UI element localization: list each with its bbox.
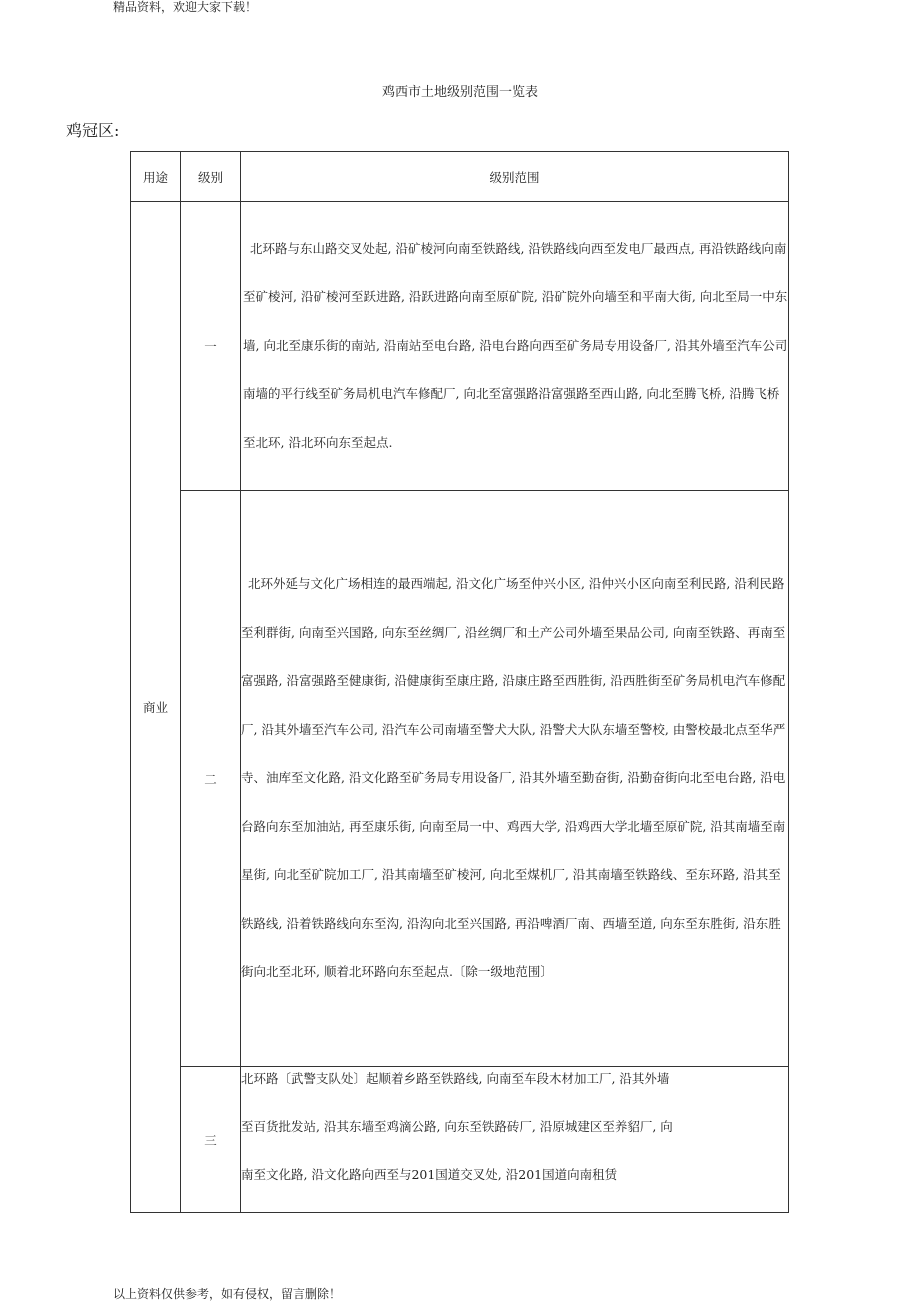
use-cell: 商业: [131, 202, 181, 1213]
table-row: [131, 491, 789, 1067]
range-cell: [241, 491, 789, 1067]
document-title: 鸡西市土地级别范围一览表: [381, 85, 538, 100]
header-use: 用途: [131, 152, 181, 202]
range-text: 北环路与东山路交叉处起, 沿矿棱河向南至铁路线, 沿铁路线向西至发电厂最西点, 再沿铁路线向南至矿棱河, 沿矿棱河至跃进路, 沿跃进路向南至原矿院, 沿矿院外向墙至和平南大街, 向北至局一中东墙, 向北至康乐街的南站, 沿南站至电台路, 沿电台路向西至矿务局专用设备厂, 沿其外墙至汽车公司南墙的平行线至矿务局机电汽车修配厂, 向北至富强路沿富强路至西山路, 向北至腾飞桥, 沿腾飞桥至北环, 沿北环向东至起点.: [243, 240, 788, 450]
header-range: 级别范围: [241, 152, 789, 202]
table-row: [131, 202, 789, 491]
range-text: 北环路〔武警支队处〕起顺着乡路至铁路线, 向南至车段木材加工厂, 沿其外墙至百货批发站, 沿其东墙至鸡滴公路, 向东至铁路砖厂, 沿原城建区至养貂厂, 向南至文化路, 沿文化路向西至与201国道交叉处, 沿201国道向南租赁: [241, 1071, 673, 1182]
range-cell: [241, 1067, 789, 1213]
header-level: 级别: [181, 152, 241, 202]
district-label: 鸡冠区:: [66, 121, 120, 140]
range-text: 北环外延与文化广场相连的最西端起, 沿文化广场至仲兴小区, 沿仲兴小区向南至利民路, 沿利民路至利群街, 向南至兴国路, 向东至丝绸厂, 沿丝绸厂和土产公司外墙至果品公司, 向南至铁路、再南至富强路, 沿富强路至健康街, 沿健康街至康庄路, 沿康庄路至西胜街, 沿西胜街至矿务局机电汽车修配厂, 沿其外墙至汽车公司, 沿汽车公司南墙至警犬大队, 沿警犬大队东墙至警校, 由警校最北点至华严寺、油库至文化路, 沿文化路至矿务局专用设备厂, 沿其外墙至勤奋街, 沿勤奋街向北至电台路, 沿电台路向东至加油站, 再至康乐街, 向南至局一中、鸡西大学, 沿鸡西大学北墙至原矿院, 沿其南墙至南星街, 向北至矿院加工厂, 沿其南墙至矿棱河, 向北至煤机厂, 沿其南墙至铁路线、至东环路, 沿其至铁路线, 沿着铁路线向东至沟, 沿沟向北至兴国路, 再沿啤酒厂南、西墙至道, 向东至东胜街, 沿东胜街向北至北环, 顺着北环路向东至起点.〔除一级地范围〕: [241, 576, 786, 980]
table-header-row: [131, 152, 789, 202]
header-note: 精品资料，欢迎大家下载！: [113, 0, 258, 14]
land-level-table: [130, 151, 789, 1213]
level-cell: 二: [181, 491, 241, 1067]
footer-note: 以上资料仅供参考，如有侵权，留言删除！: [113, 1287, 342, 1301]
level-cell: 一: [181, 202, 241, 491]
level-cell: 三: [181, 1067, 241, 1213]
table-row: [131, 1067, 789, 1213]
range-cell: [241, 202, 789, 491]
